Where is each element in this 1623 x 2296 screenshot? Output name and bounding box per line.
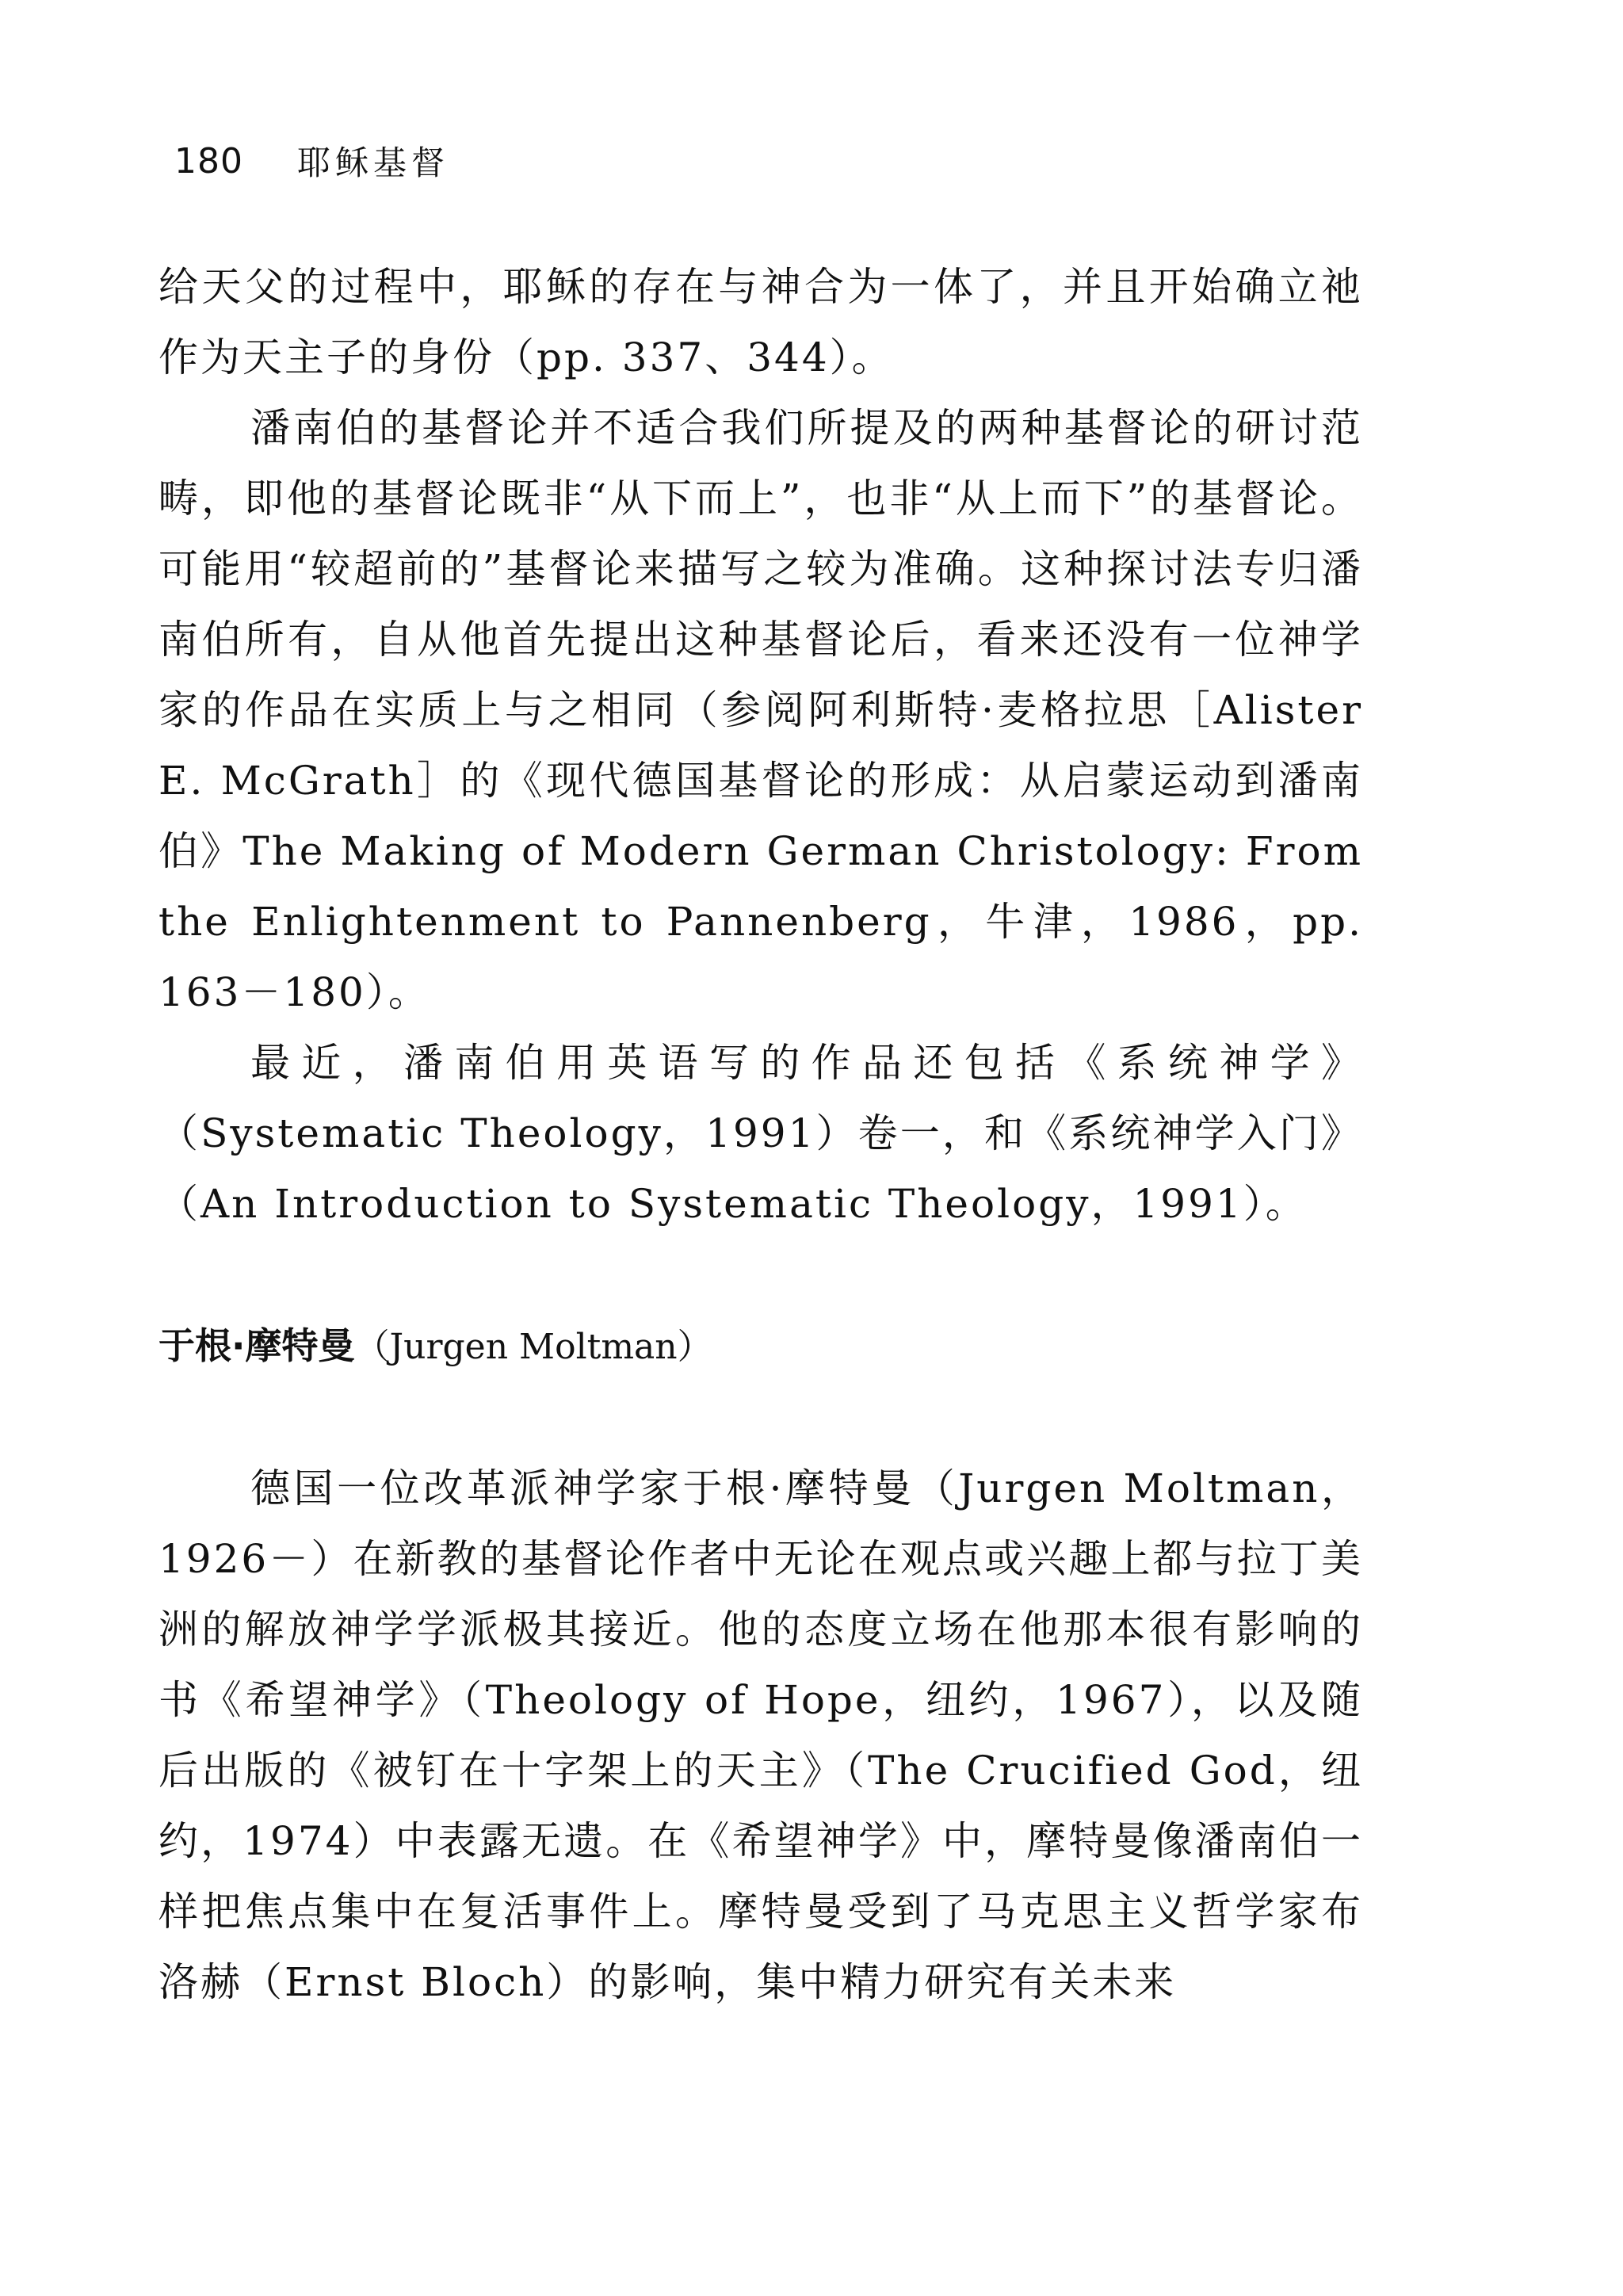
paragraph-moltmann: 德国一位改革派神学家于根·摩特曼（Jurgen Moltman，1926－）在新教的基督论作者中无论在观点或兴趣上都与拉丁美洲的解放神学学派极其接近。他的态度立场在他那本很有影响的书《希望神学》（Theology of Hope，纽约，1967），以及随后出版的《被钉在十字架上的天主》（The Crucified God，纽约，1974）中表露无遗。在《希望神学》中，摩特曼像潘南伯一样把焦点集中在复活事件上。摩特曼受到了马克思主义哲学家布洛赫（Ernst Bloch）的影响，集中精力研究有关未来 — [158, 1465, 1363, 2005]
section-heading — [158, 1311, 1363, 1382]
section-heading-cn: 于根·摩特曼 — [158, 1324, 355, 1367]
section-heading-latin: （Jurgen Moltman） — [354, 1327, 712, 1367]
paragraph-continuation: 给天父的过程中，耶稣的存在与神合为一体了，并且开始确立祂作为天主子的身份（pp. 337、344）。 — [158, 264, 1363, 380]
spacer — [158, 1240, 1363, 1311]
page-number: 180 — [174, 140, 243, 181]
spacer — [158, 1382, 1363, 1454]
page-body — [158, 252, 1363, 2018]
paragraph-recent-works: 最近，潘南伯用英语写的作品还包括《系统神学》（Systematic Theology，1991）卷一，和《系统神学入门》（An Introduction to Systematic Theology，1991）。 — [158, 1040, 1363, 1227]
paragraph-pannenberg-christology: 潘南伯的基督论并不适合我们所提及的两种基督论的研讨范畴，即他的基督论既非“从下而上”，也非“从上而下”的基督论。可能用“较超前的”基督论来描写之较为准确。这种探讨法专归潘南伯所有，自从他首先提出这种基督论后，看来还没有一位神学家的作品在实质上与之相同（参阅阿利斯特·麦格拉思［Alister E. McGrath］的《现代德国基督论的形成：从启蒙运动到潘南伯》The Making of Modern German Christology: From the Enlightenment to Pannenberg，牛津，1986，pp. 163－180）。 — [158, 405, 1363, 1015]
running-title: 耶稣基督 — [296, 143, 449, 182]
page-header — [174, 133, 449, 189]
